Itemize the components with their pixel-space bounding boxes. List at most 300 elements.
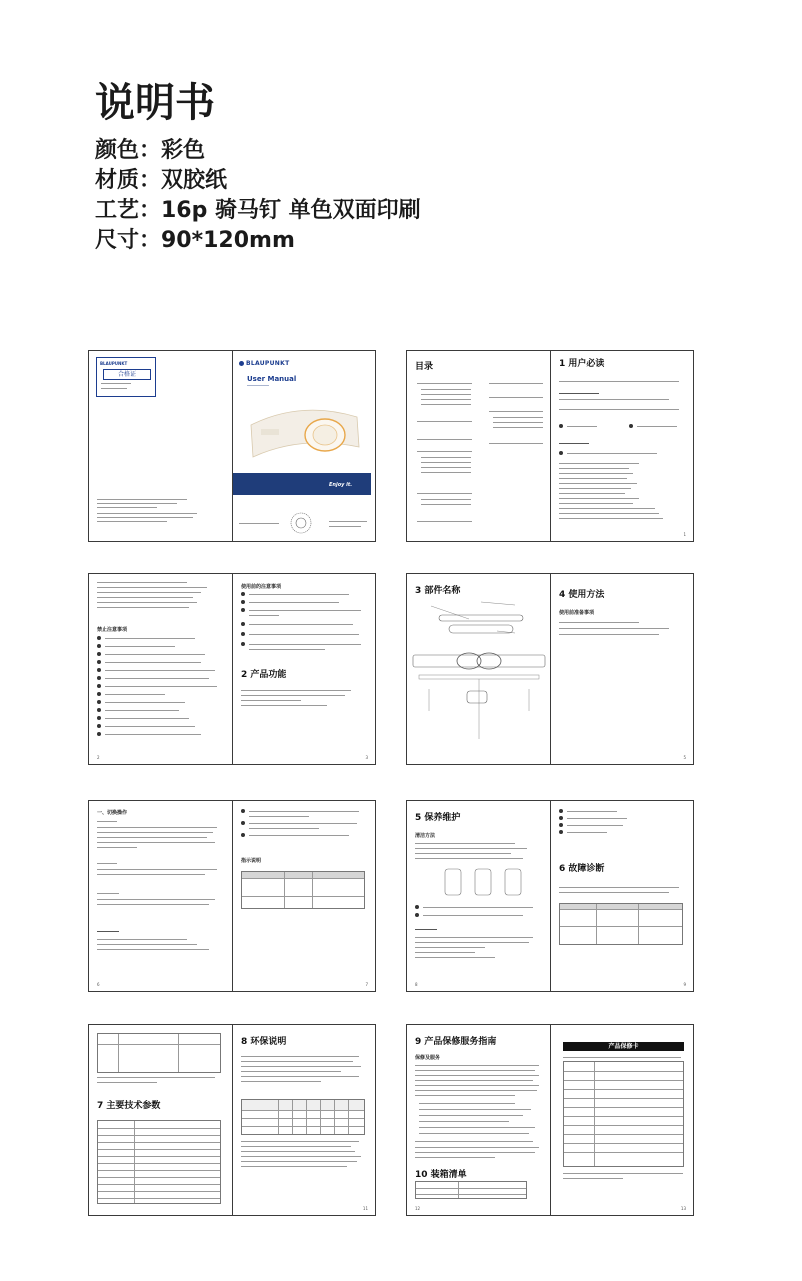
table-rule bbox=[98, 1184, 220, 1185]
table-rule bbox=[416, 1188, 526, 1189]
page-number: 3 bbox=[365, 755, 368, 760]
section-4-title: 4 使用方法 bbox=[559, 590, 605, 600]
text-line bbox=[241, 1071, 341, 1072]
bullet-icon bbox=[97, 708, 101, 712]
text-line bbox=[105, 702, 185, 703]
text-line bbox=[241, 1146, 351, 1147]
text-line bbox=[493, 427, 543, 428]
text-line bbox=[249, 602, 339, 603]
text-line bbox=[415, 1147, 539, 1148]
text-line bbox=[559, 399, 669, 400]
text-line bbox=[489, 411, 543, 412]
text-line bbox=[559, 887, 679, 888]
text-line bbox=[97, 587, 207, 588]
text-line bbox=[421, 504, 471, 505]
usage-page bbox=[551, 574, 694, 764]
page-number: 12 bbox=[415, 1206, 421, 1211]
text-line bbox=[415, 942, 529, 943]
text-line bbox=[249, 811, 359, 812]
hazardous-substance-table bbox=[241, 1099, 365, 1135]
text-line bbox=[419, 1109, 531, 1110]
text-line bbox=[247, 385, 269, 386]
text-line bbox=[421, 462, 471, 463]
text-line bbox=[101, 383, 131, 384]
text-line bbox=[419, 1115, 523, 1116]
bullet-icon bbox=[241, 622, 245, 626]
text-line bbox=[97, 1082, 157, 1083]
table-rule bbox=[98, 1142, 220, 1143]
section-8-title: 8 环保说明 bbox=[241, 1037, 287, 1047]
text-line bbox=[241, 1081, 321, 1082]
text-line bbox=[105, 718, 189, 719]
text-line bbox=[241, 1066, 361, 1067]
text-line bbox=[97, 607, 189, 608]
troubleshooting-page bbox=[551, 801, 694, 991]
spread-operation bbox=[88, 800, 376, 992]
table-rule bbox=[564, 1134, 683, 1135]
text-line bbox=[105, 686, 217, 687]
bullet-icon bbox=[97, 636, 101, 640]
text-line bbox=[97, 602, 197, 603]
cover-title: User Manual bbox=[247, 375, 297, 383]
table-rule bbox=[98, 1128, 220, 1129]
table-rule bbox=[564, 1125, 683, 1126]
text-line bbox=[423, 907, 533, 908]
spec-header bbox=[95, 80, 421, 256]
text-line bbox=[249, 835, 349, 836]
fault-table-continued bbox=[97, 1033, 221, 1073]
troubleshooting-table bbox=[559, 903, 683, 945]
subhead-preparation: 使用前准备事项 bbox=[559, 610, 595, 616]
bullet-icon bbox=[629, 424, 633, 428]
subhead-prohibitions: 禁止注意事项 bbox=[97, 627, 128, 633]
text-line bbox=[241, 1056, 359, 1057]
operation-page bbox=[89, 801, 232, 991]
text-line bbox=[105, 710, 179, 711]
bullet-icon bbox=[559, 451, 563, 455]
text-line bbox=[419, 1121, 509, 1122]
table-rule bbox=[118, 1034, 119, 1072]
bullet-icon bbox=[97, 684, 101, 688]
page-number: 7 bbox=[365, 982, 368, 987]
text-line bbox=[241, 1151, 355, 1152]
text-line bbox=[97, 893, 119, 894]
user-notice-page bbox=[551, 351, 694, 541]
table-rule bbox=[98, 1170, 220, 1171]
text-line bbox=[241, 690, 351, 691]
cautions-page bbox=[89, 574, 232, 764]
table-rule bbox=[98, 1198, 220, 1199]
table-rule bbox=[98, 1135, 220, 1136]
table-rule bbox=[560, 909, 682, 910]
page-number: 11 bbox=[362, 1206, 368, 1211]
recycle-seal-icon bbox=[289, 511, 313, 535]
bullet-icon bbox=[241, 821, 245, 825]
text-line bbox=[563, 1173, 683, 1174]
text-line bbox=[559, 478, 627, 479]
text-line bbox=[241, 1061, 353, 1062]
bullet-icon bbox=[97, 692, 101, 696]
text-line bbox=[417, 421, 472, 422]
text-line bbox=[415, 1141, 533, 1142]
text-line bbox=[489, 397, 543, 398]
front-cover-page bbox=[233, 351, 376, 541]
page-title: 说明书 bbox=[95, 80, 215, 126]
text-line bbox=[421, 472, 471, 473]
text-line bbox=[559, 508, 655, 509]
color-spec: 颜色：彩色 bbox=[95, 138, 206, 163]
bullet-icon bbox=[241, 642, 245, 646]
text-line bbox=[421, 399, 471, 400]
subhead-switch: 一、切换操作 bbox=[97, 810, 128, 816]
bullet-icon bbox=[97, 660, 101, 664]
subhead-indicator: 指示说明 bbox=[241, 858, 262, 864]
text-line bbox=[637, 426, 677, 427]
text-line bbox=[415, 1075, 539, 1076]
table-rule bbox=[416, 1194, 526, 1195]
text-line bbox=[559, 393, 599, 394]
bullet-icon bbox=[559, 424, 563, 428]
table-rule bbox=[560, 926, 682, 927]
spread-toc bbox=[406, 350, 694, 542]
text-line bbox=[249, 594, 349, 595]
table-rule bbox=[348, 1100, 349, 1134]
table-rule bbox=[306, 1100, 307, 1134]
certificate-brand: BLAUPUNKT bbox=[100, 361, 128, 366]
bullet-icon bbox=[241, 600, 245, 604]
text-line bbox=[421, 394, 471, 395]
bullet-icon bbox=[97, 732, 101, 736]
text-line bbox=[493, 417, 543, 418]
text-line bbox=[559, 409, 679, 410]
bullet-icon bbox=[415, 913, 419, 917]
bullet-icon bbox=[559, 816, 563, 820]
text-line bbox=[415, 957, 495, 958]
text-line bbox=[249, 624, 353, 625]
environmental-page bbox=[233, 1025, 376, 1215]
text-line bbox=[97, 904, 209, 905]
text-line bbox=[97, 507, 157, 508]
text-line bbox=[567, 811, 617, 812]
text-line bbox=[329, 521, 367, 522]
table-rule bbox=[178, 1034, 179, 1072]
table-rule bbox=[98, 1191, 220, 1192]
text-line bbox=[419, 1133, 529, 1134]
text-line bbox=[415, 858, 523, 859]
text-line bbox=[249, 823, 357, 824]
toc-page bbox=[407, 351, 550, 541]
text-line bbox=[249, 610, 361, 611]
toc-title: 目录 bbox=[415, 362, 434, 372]
text-line bbox=[105, 670, 215, 671]
text-line bbox=[417, 439, 472, 440]
text-line bbox=[559, 463, 639, 464]
text-line bbox=[105, 726, 195, 727]
packing-list-table bbox=[415, 1181, 527, 1199]
text-line bbox=[239, 523, 279, 524]
text-line bbox=[421, 467, 471, 468]
size-spec: 尺寸：90*120mm bbox=[95, 228, 295, 253]
text-line bbox=[97, 863, 117, 864]
table-rule bbox=[98, 1177, 220, 1178]
spread-maintenance bbox=[406, 800, 694, 992]
material-spec: 材质：双胶纸 bbox=[95, 168, 228, 193]
text-line bbox=[415, 1152, 535, 1153]
bullet-icon bbox=[559, 809, 563, 813]
text-line bbox=[241, 700, 301, 701]
text-line bbox=[97, 869, 217, 870]
text-line bbox=[105, 662, 201, 663]
text-line bbox=[97, 513, 197, 514]
text-line bbox=[559, 381, 679, 382]
section-5-title: 5 保养维护 bbox=[415, 813, 461, 823]
text-line bbox=[559, 488, 631, 489]
bullet-icon bbox=[97, 644, 101, 648]
page-number: 2 bbox=[97, 755, 100, 760]
table-rule bbox=[334, 1100, 335, 1134]
warranty-card-table bbox=[563, 1061, 684, 1167]
page-number: 5 bbox=[683, 755, 686, 760]
text-line bbox=[415, 947, 485, 948]
text-line bbox=[97, 1077, 215, 1078]
cleaning-diagram-icon bbox=[437, 863, 527, 899]
text-line bbox=[97, 899, 215, 900]
text-line bbox=[559, 483, 637, 484]
text-line bbox=[97, 503, 177, 504]
text-line bbox=[97, 821, 117, 822]
text-line bbox=[105, 678, 209, 679]
text-line bbox=[567, 825, 623, 826]
table-rule bbox=[594, 1062, 595, 1166]
text-line bbox=[417, 451, 472, 452]
bullet-icon bbox=[97, 676, 101, 680]
text-line bbox=[241, 705, 327, 706]
text-line bbox=[105, 638, 195, 639]
text-line bbox=[415, 937, 533, 938]
spread-cover bbox=[88, 350, 376, 542]
indicator-page bbox=[233, 801, 376, 991]
bullet-icon bbox=[97, 724, 101, 728]
process-spec: 工艺：16p 骑马钉 单色双面印刷 bbox=[95, 198, 421, 223]
table-rule bbox=[564, 1071, 683, 1072]
text-line bbox=[567, 426, 597, 427]
bullet-icon bbox=[559, 823, 563, 827]
text-line bbox=[105, 694, 165, 695]
text-line bbox=[559, 473, 633, 474]
table-rule bbox=[458, 1182, 459, 1198]
text-line bbox=[415, 1157, 495, 1158]
text-line bbox=[493, 422, 543, 423]
text-line bbox=[421, 499, 471, 500]
functions-page bbox=[233, 574, 376, 764]
text-line bbox=[415, 848, 527, 849]
page-number: 13 bbox=[680, 1206, 686, 1211]
parts-page bbox=[407, 574, 550, 764]
text-line bbox=[415, 853, 511, 854]
spread-specs bbox=[88, 1024, 376, 1216]
text-line bbox=[105, 734, 201, 735]
text-line bbox=[567, 453, 657, 454]
table-rule bbox=[312, 872, 313, 908]
text-line bbox=[241, 1076, 359, 1077]
text-line bbox=[559, 503, 633, 504]
text-line bbox=[105, 654, 205, 655]
subhead-cleaning: 清洁方法 bbox=[415, 833, 436, 839]
text-line bbox=[97, 499, 187, 500]
specs-page bbox=[89, 1025, 232, 1215]
text-line bbox=[97, 832, 213, 833]
section-1-title: 1 用户必读 bbox=[559, 359, 605, 369]
text-line bbox=[423, 915, 523, 916]
text-line bbox=[97, 944, 197, 945]
bullet-icon bbox=[241, 608, 245, 612]
spread-warranty bbox=[406, 1024, 694, 1216]
text-line bbox=[417, 521, 472, 522]
text-line bbox=[563, 1057, 681, 1058]
text-line bbox=[97, 582, 187, 583]
text-line bbox=[559, 443, 589, 444]
section-3-title: 3 部件名称 bbox=[415, 586, 461, 596]
text-line bbox=[489, 383, 543, 384]
text-line bbox=[241, 1141, 359, 1142]
subhead-service: 保修及服务 bbox=[415, 1055, 441, 1061]
text-line bbox=[415, 1065, 539, 1066]
text-line bbox=[249, 828, 319, 829]
text-line bbox=[249, 634, 359, 635]
text-line bbox=[419, 1127, 535, 1128]
back-cover-page bbox=[89, 351, 232, 541]
bullet-icon bbox=[97, 700, 101, 704]
text-line bbox=[559, 513, 659, 514]
text-line bbox=[415, 843, 515, 844]
text-line bbox=[421, 404, 471, 405]
text-line bbox=[567, 818, 627, 819]
table-rule bbox=[98, 1156, 220, 1157]
text-line bbox=[563, 1178, 623, 1179]
bullet-icon bbox=[97, 716, 101, 720]
text-line bbox=[97, 874, 205, 875]
bullet-icon bbox=[241, 833, 245, 837]
table-rule bbox=[564, 1143, 683, 1144]
text-line bbox=[97, 521, 167, 522]
text-line bbox=[417, 493, 472, 494]
bullet-icon bbox=[241, 592, 245, 596]
text-line bbox=[419, 1103, 515, 1104]
text-line bbox=[415, 1080, 533, 1081]
table-rule bbox=[284, 872, 285, 908]
text-line bbox=[97, 837, 207, 838]
text-line bbox=[249, 615, 279, 616]
text-line bbox=[329, 526, 361, 527]
text-line bbox=[559, 892, 669, 893]
text-line bbox=[97, 517, 193, 518]
text-line bbox=[421, 389, 471, 390]
bullet-icon bbox=[415, 905, 419, 909]
text-line bbox=[567, 832, 607, 833]
table-rule bbox=[564, 1107, 683, 1108]
text-line bbox=[97, 597, 193, 598]
table-rule bbox=[278, 1100, 279, 1134]
text-line bbox=[249, 649, 325, 650]
text-line bbox=[489, 443, 543, 444]
page-number: 6 bbox=[97, 982, 100, 987]
table-rule bbox=[98, 1149, 220, 1150]
page-number: 9 bbox=[683, 982, 686, 987]
text-line bbox=[415, 929, 437, 930]
bullet-icon bbox=[97, 668, 101, 672]
table-rule bbox=[564, 1116, 683, 1117]
text-line bbox=[105, 646, 175, 647]
table-rule bbox=[320, 1100, 321, 1134]
certificate-box bbox=[96, 357, 156, 397]
page-number: 8 bbox=[415, 982, 418, 987]
text-line bbox=[241, 1161, 357, 1162]
text-line bbox=[97, 931, 119, 932]
table-rule bbox=[242, 1110, 364, 1111]
table-rule bbox=[242, 878, 364, 879]
text-line bbox=[559, 518, 663, 519]
text-line bbox=[559, 622, 639, 623]
text-line bbox=[559, 634, 659, 635]
text-line bbox=[559, 628, 669, 629]
slogan: Enjoy it. bbox=[329, 482, 353, 488]
text-line bbox=[417, 383, 472, 384]
table-rule bbox=[98, 1044, 220, 1045]
text-line bbox=[97, 939, 187, 940]
belt-product-icon bbox=[241, 395, 367, 465]
specs-table bbox=[97, 1120, 221, 1204]
brand-logo: BLAUPUNKT bbox=[239, 360, 289, 367]
table-rule bbox=[564, 1152, 683, 1153]
table-rule bbox=[242, 1100, 364, 1110]
text-line bbox=[559, 493, 625, 494]
table-rule bbox=[242, 1118, 364, 1119]
text-line bbox=[559, 498, 639, 499]
text-line bbox=[249, 644, 361, 645]
warranty-guide-page bbox=[407, 1025, 550, 1215]
warranty-card-page bbox=[551, 1025, 694, 1215]
section-10-title: 10 装箱清单 bbox=[415, 1170, 467, 1180]
text-line bbox=[249, 816, 309, 817]
text-line bbox=[415, 952, 475, 953]
table-rule bbox=[98, 1163, 220, 1164]
spread-cautions bbox=[88, 573, 376, 765]
text-line bbox=[559, 468, 629, 469]
indicator-table bbox=[241, 871, 365, 909]
text-line bbox=[241, 695, 345, 696]
page-number: 1 bbox=[683, 532, 686, 537]
bullet-icon bbox=[559, 830, 563, 834]
spread-parts bbox=[406, 573, 694, 765]
table-rule bbox=[292, 1100, 293, 1134]
section-2-title: 2 产品功能 bbox=[241, 670, 287, 680]
text-line bbox=[241, 1156, 361, 1157]
table-rule bbox=[638, 904, 639, 944]
section-6-title: 6 故障诊断 bbox=[559, 864, 605, 874]
subhead-pre-use: 使用前的注意事项 bbox=[241, 584, 282, 590]
text-line bbox=[415, 1085, 539, 1086]
text-line bbox=[97, 842, 215, 843]
certificate-label: 合格证 bbox=[103, 369, 151, 380]
bullet-icon bbox=[241, 632, 245, 636]
section-9-title: 9 产品保修服务指南 bbox=[415, 1037, 497, 1047]
brand-dot-icon bbox=[239, 361, 244, 366]
parts-diagram-icon bbox=[409, 599, 549, 747]
text-line bbox=[97, 592, 201, 593]
table-rule bbox=[242, 1126, 364, 1127]
text-line bbox=[415, 1095, 515, 1096]
text-line bbox=[415, 1090, 537, 1091]
